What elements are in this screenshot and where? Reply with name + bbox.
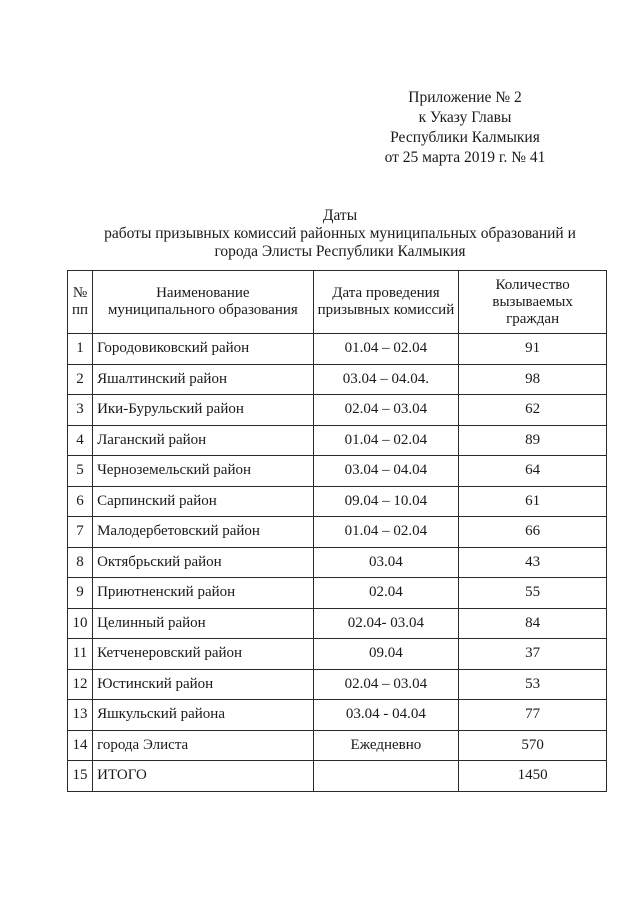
row-number: 7 [68,517,93,548]
table-row [68,395,607,426]
row-date: Ежедневно [313,730,459,761]
row-name: Приютненский район [93,578,314,609]
row-date: 09.04 [313,639,459,670]
header-text: Наименование [156,285,250,301]
row-count: 89 [459,425,607,456]
row-date: 01.04 – 02.04 [313,334,459,365]
row-count: 55 [459,578,607,609]
table-row [68,639,607,670]
row-count: 77 [459,700,607,731]
table-row [68,730,607,761]
table-header-row [68,271,607,334]
row-count: 43 [459,547,607,578]
row-date: 03.04 - 04.04 [313,700,459,731]
header-name [93,271,314,334]
row-name: Кетченеровский район [93,639,314,670]
commissions-table [67,270,607,792]
table-row [68,669,607,700]
row-name: Яшалтинский район [93,364,314,395]
row-number: 10 [68,608,93,639]
header-date [313,271,459,334]
row-count: 1450 [459,761,607,792]
header-num [68,271,93,334]
table-row [68,364,607,395]
table-row [68,578,607,609]
row-count: 64 [459,456,607,487]
row-name: Яшкульский районa [93,700,314,731]
row-name: города Элиста [93,730,314,761]
row-number: 9 [68,578,93,609]
row-date: 01.04 – 02.04 [313,425,459,456]
row-name: Октябрьский район [93,547,314,578]
title-line: города Элисты Республики Калмыкия [214,243,466,260]
row-date: 02.04 – 03.04 [313,669,459,700]
row-name: Сарпинский район [93,486,314,517]
table-row [68,425,607,456]
table-row [68,486,607,517]
header-text: Количество [495,276,570,293]
row-number: 3 [68,395,93,426]
title-line: работы призывных комиссий районных муниципальных образований и [104,225,576,242]
row-date: 09.04 – 10.04 [313,486,459,517]
appendix-block [350,88,580,168]
appendix-line: Республики Калмыкия [390,129,540,146]
row-date: 02.04 – 03.04 [313,395,459,426]
title-line: Даты [322,207,358,224]
row-date: 02.04- 03.04 [313,608,459,639]
row-date: 03.04 [313,547,459,578]
row-date: 03.04 – 04.04 [313,456,459,487]
row-name: Черноземельский район [93,456,314,487]
row-number: 15 [68,761,93,792]
row-name: ИТОГО [93,761,314,792]
row-name: Ики-Бурульский район [93,395,314,426]
row-number: 6 [68,486,93,517]
header-text: № [72,285,88,301]
row-count: 98 [459,364,607,395]
table-row-total [68,761,607,792]
row-count: 62 [459,395,607,426]
row-number: 8 [68,547,93,578]
row-number: 11 [68,639,93,670]
header-text: вызываемых [492,293,573,310]
row-name: Юстинский район [93,669,314,700]
row-name: Лаганский район [93,425,314,456]
row-count: 84 [459,608,607,639]
row-count: 53 [459,669,607,700]
document-title [60,207,620,261]
table-row [68,547,607,578]
row-count: 570 [459,730,607,761]
header-text: призывных комиссий [317,302,455,318]
appendix-line: от 25 марта 2019 г. № 41 [384,149,546,166]
row-number: 12 [68,669,93,700]
row-number: 2 [68,364,93,395]
appendix-line: Приложение № 2 [408,89,522,106]
row-number: 1 [68,334,93,365]
row-name: Целинный район [93,608,314,639]
row-number: 5 [68,456,93,487]
table-row [68,700,607,731]
row-number: 14 [68,730,93,761]
row-count: 61 [459,486,607,517]
row-date: 01.04 – 02.04 [313,517,459,548]
row-number: 4 [68,425,93,456]
row-date [313,761,459,792]
appendix-line: к Указу Главы [418,109,512,126]
header-text: граждан [506,310,560,327]
row-number: 13 [68,700,93,731]
table-row [68,456,607,487]
row-name: Малодербетовский район [93,517,314,548]
table-row [68,517,607,548]
row-date: 03.04 – 04.04. [313,364,459,395]
table-row [68,334,607,365]
header-text: муниципального образования [107,302,298,318]
header-count [459,271,607,334]
table-row [68,608,607,639]
row-count: 37 [459,639,607,670]
row-date: 02.04 [313,578,459,609]
row-name: Городовиковский район [93,334,314,365]
header-text: Дата проведения [332,285,440,301]
header-text: пп [72,302,89,318]
row-count: 66 [459,517,607,548]
row-count: 91 [459,334,607,365]
